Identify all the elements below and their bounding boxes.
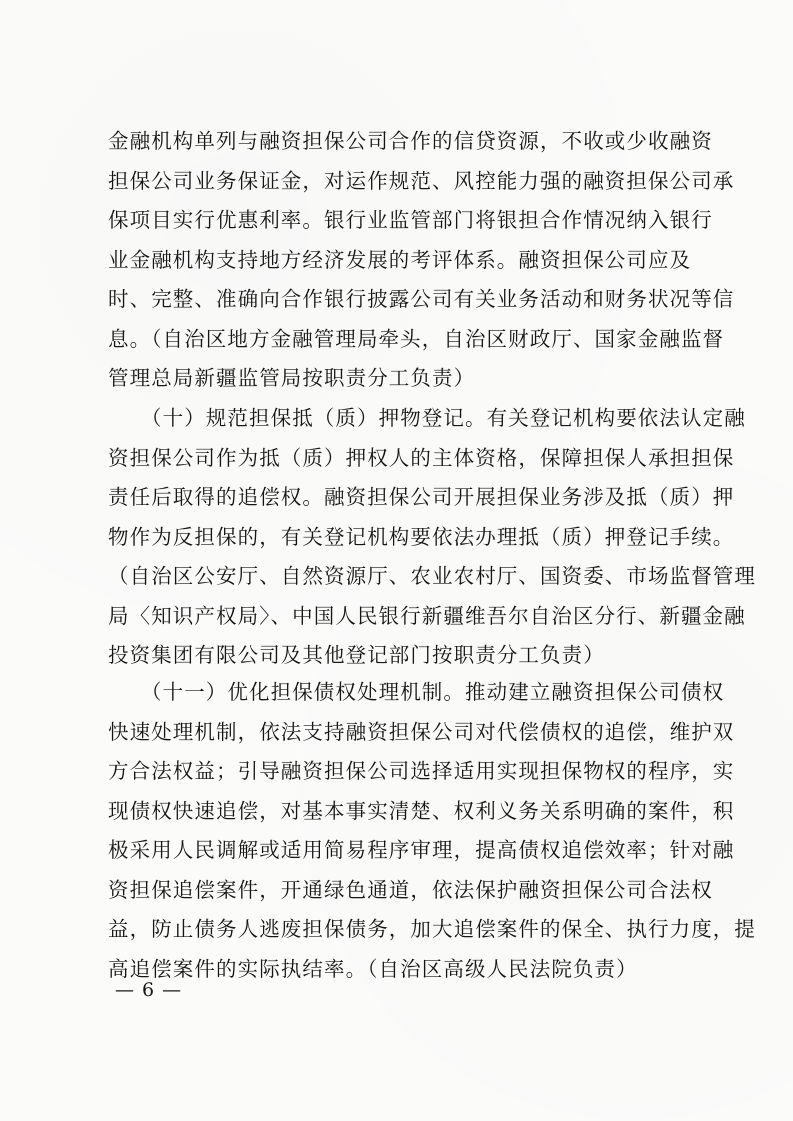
paragraph-line: 高追偿案件的实际执结率。（自治区高级人民法院负责） [108,956,638,981]
paragraph-line: 责任后取得的追偿权。融资担保公司开展担保业务涉及抵（质）押 [108,485,735,509]
paragraph-line: 资担保追偿案件，开通绿色通道，依法保护融资担保公司合法权 [108,877,713,902]
paragraph-line: 极采用人民调解或适用简易程序审理，提高债权追偿效率；针对融 [108,838,735,862]
paragraph-heading-line: （十）规范担保抵（质）押物登记。有关登记机构要依法认定融 [141,406,746,430]
paragraph-line: 时、完整、准确向合作银行披露公司有关业务活动和财务状况等信 [108,287,735,311]
paragraph-line: 物作为反担保的，有关登记机构要依法办理抵（质）押登记手续。 [108,524,735,549]
paragraph-line: 益，防止债务人逃废担保债务，加大追偿案件的保全、执行力度，提 [108,917,756,941]
paragraph-line: 局〈知识产权局〉、中国人民银行新疆维吾尔自治区分行、新疆金融 [108,603,746,628]
paragraph-line: 管理总局新疆监管局按职责分工负责） [108,366,476,390]
paragraph-line: 方合法权益；引导融资担保公司选择适用实现担保物权的程序，实 [108,759,735,783]
paragraph-bank-cooperation [108,122,735,399]
paragraph-line: 资担保公司作为抵（质）押权人的主体资格，保障担保人承担担保 [108,445,735,470]
paragraph-line: 快速处理机制，依法支持融资担保公司对代偿债权的追偿，维护双 [108,719,735,744]
paragraph-line: 现债权快速追偿，对基本事实清楚、权利义务关系明确的案件，积 [108,798,735,823]
paragraph-heading-line: （十一）优化担保债权处理机制。推动建立融资担保公司债权 [141,680,725,704]
paragraph-line: 保项目实行优惠利率。银行业监管部门将银担合作情况纳入银行 [108,208,713,232]
paragraph-line: 金融机构单列与融资担保公司合作的信贷资源，不收或少收融资 [108,129,713,153]
paragraph-claim-handling [108,673,756,989]
paragraph-line: 投资集团有限公司及其他登记部门按职责分工负责） [108,643,605,667]
paragraph-line: 担保公司业务保证金，对运作规范、风控能力强的融资担保公司承 [108,168,735,193]
paragraph-line: 业金融机构支持地方经济发展的考评体系。融资担保公司应及 [108,247,692,272]
paragraph-collateral-registration [108,399,756,676]
page-number: — 6 — [115,979,183,1001]
paragraph-line: 息。（自治区地方金融管理局牵头，自治区财政厅、国家金融监督 [108,326,725,351]
paragraph-line: （自治区公安厅、自然资源厅、农业农村厅、国资委、市场监督管理 [108,564,756,588]
